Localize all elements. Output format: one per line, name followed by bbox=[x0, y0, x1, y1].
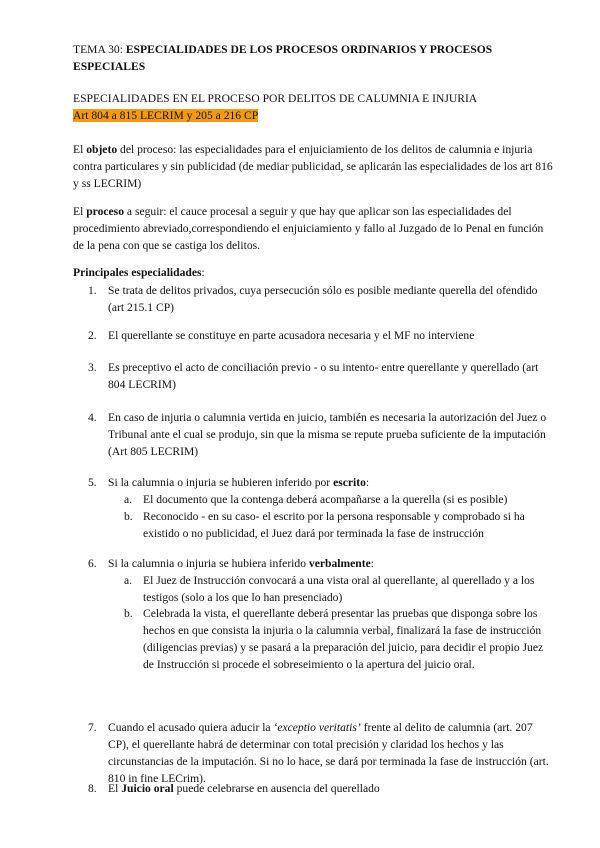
sub-list-item-letter: a. bbox=[124, 493, 133, 506]
sub-list-item-letter: b. bbox=[124, 510, 133, 523]
list-item-number: 4. bbox=[88, 411, 97, 424]
especialidades-colon: : bbox=[201, 266, 205, 279]
title-bold: ESPECIALIDADES DE LOS PROCESOS ORDINARIOS Y PROCESOS ESPECIALES bbox=[73, 43, 493, 73]
list-item-text: Es preceptivo el acto de conciliación previo - o su intento- entre querellante y querellado (art 804 LECRIM) bbox=[108, 361, 539, 391]
list-item-text-post: : bbox=[365, 476, 370, 489]
list-item-number: 7. bbox=[88, 721, 97, 734]
sub-list-item-text: Reconocido - en su caso- el escrito por la persona responsable y comprobado si ha existido o no publicidad, el Juez dará por terminada la fase de instrucción bbox=[143, 510, 525, 540]
title-prefix: TEMA 30: bbox=[73, 43, 126, 56]
especialidades-heading-bold: Principales especialidades bbox=[73, 266, 202, 279]
list-item-text-bold: escrito bbox=[333, 476, 366, 489]
sub-list-item-text: Celebrada la vista, el querellante deberá presentar las pruebas que disponga sobre los hechos en que consista la injuria o la calumnia verbal, finalizará la fase de instrucción (diligencias previas) y se pasará a la preparación del juicio, para decidir el propio Juez de Instrucción si procede el sobreseimiento o la apertura del juicio oral. bbox=[143, 607, 544, 671]
sub-list-item-text: El Juez de Instrucción convocará a una vista oral al querellante, al querellado y a los testigos (solo a los que lo han presenciado) bbox=[143, 574, 535, 604]
list-item-text-bold: verbalmente bbox=[308, 557, 371, 570]
list-item-number: 2. bbox=[88, 329, 97, 342]
objeto-rest: del proceso: las especialidades para el enjuiciamiento de los delitos de calumnia e injuria contra particulares y sin publicidad (de mediar publicidad, se aplicarán las especialidades de los art 816 y ss LECRIM) bbox=[73, 143, 553, 190]
subtitle-highlight: Art 804 a 815 LECRIM y 205 a 216 CP bbox=[73, 109, 259, 122]
list-item-text-bold: Juicio oral bbox=[121, 782, 174, 795]
list-item-text: Se trata de delitos privados, cuya persecución sólo es posible mediante querella del ofendido (art 215.1 CP) bbox=[108, 284, 538, 314]
list-item-text: En caso de injuria o calumnia vertida en juicio, también es necesaria la autorización del Juez o Tribunal ante el cual se produjo, sin que la misma se repute prueba suficiente de la imputación (Art 805 LECRIM) bbox=[108, 411, 547, 458]
list-item-text-post: puede celebrarse en ausencia del querellado bbox=[173, 782, 380, 795]
especialidades-heading bbox=[73, 264, 553, 281]
sub-list-item-letter: b. bbox=[124, 607, 133, 620]
objeto-bold: objeto bbox=[86, 143, 118, 156]
list-item-text bbox=[108, 719, 553, 787]
list-item-number: 5. bbox=[88, 476, 97, 489]
list-item-text-pre: Cuando el acusado quiera aducir la bbox=[108, 721, 274, 734]
objeto-paragraph bbox=[73, 141, 553, 192]
list-item-text bbox=[108, 474, 553, 491]
list-item-number: 6. bbox=[88, 557, 97, 570]
proceso-pre: El bbox=[73, 205, 87, 218]
list-item-text: El querellante se constituye en parte acusadora necesaria y el MF no interviene bbox=[108, 329, 475, 342]
list-item-text bbox=[108, 555, 553, 572]
document-title bbox=[73, 41, 553, 75]
proceso-paragraph bbox=[73, 203, 553, 254]
objeto-pre: El bbox=[73, 143, 87, 156]
subtitle-heading: ESPECIALIDADES EN EL PROCESO POR DELITOS DE CALUMNIA E INJURIA bbox=[73, 92, 478, 105]
list-item-text-italic: ‘exceptio veritatis’ bbox=[273, 721, 361, 734]
list-item-text-post: frente al delito de calumnia (art. 207 CP), el querellante habrá de determinar con total precisión y claridad los hechos y las circunstancias de la imputación. Si no lo hace, se dará por terminada la fase de instrucción (art. 810 in fine LECrim). bbox=[108, 721, 549, 785]
proceso-rest: a seguir: el cauce procesal a seguir y que hay que aplicar son las especialidades del procedimiento abreviado,correspondiendo el enjuiciamiento y fallo al Juzgado de lo Penal en función de la pena con que se castiga los delitos. bbox=[73, 205, 544, 252]
list-item-number: 1. bbox=[88, 284, 97, 297]
sub-list-item-text: El documento que la contenga deberá acompañarse a la querella (si es posible) bbox=[143, 493, 508, 506]
list-item-text bbox=[108, 780, 553, 797]
sub-list-item-letter: a. bbox=[124, 574, 133, 587]
list-item-number: 8. bbox=[88, 782, 97, 795]
section-subtitle bbox=[73, 90, 553, 124]
list-item-text-pre: El bbox=[108, 782, 122, 795]
list-item-text-post: : bbox=[370, 557, 374, 570]
list-item-text-pre: Si la calumnia o injuria se hubieren inferido por bbox=[108, 476, 334, 489]
list-item-number: 3. bbox=[88, 361, 97, 374]
proceso-bold: proceso bbox=[86, 205, 124, 218]
list-item-text-pre: Si la calumnia o injuria se hubiera inferido bbox=[108, 557, 309, 570]
